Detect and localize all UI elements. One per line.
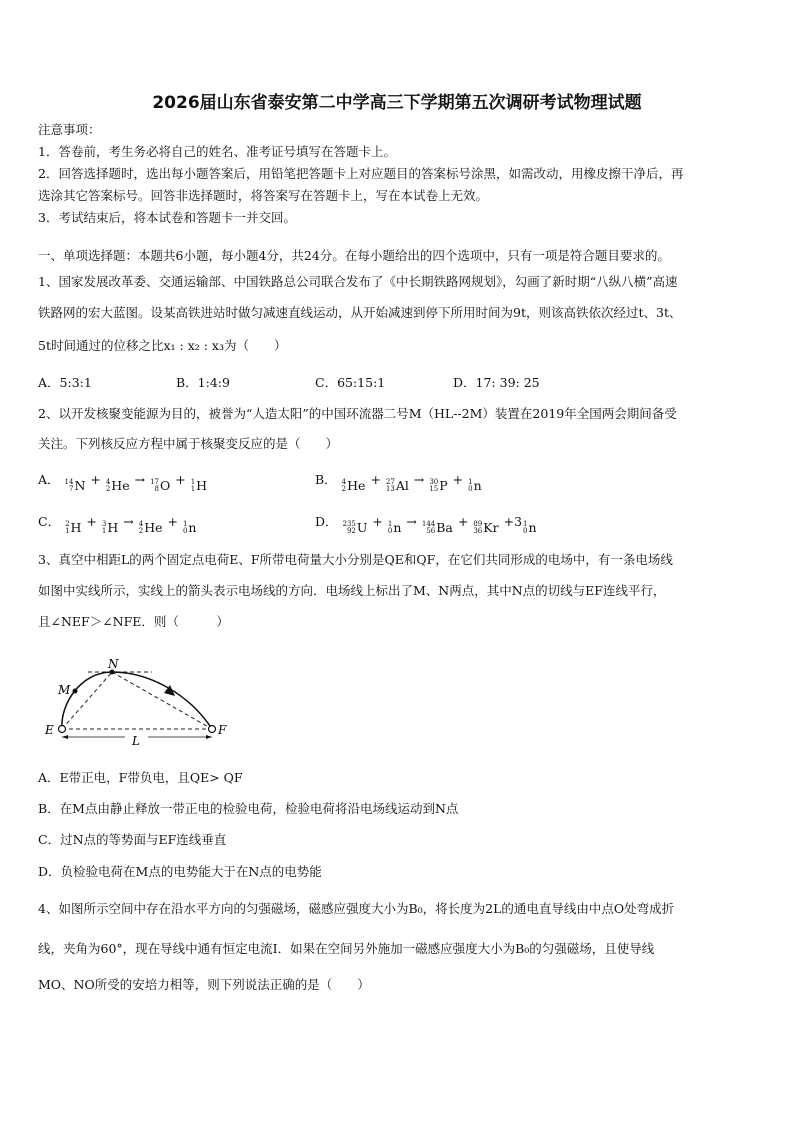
nuclide: 1 0 n [523,520,537,535]
question-3-option-c: C．过N点的等势面与EF连线垂直 [38,832,227,847]
nuclide: 2 1 H [65,520,82,535]
question-3-line: 如图中实线所示，实线上的箭头表示电场线的方向．电场线上标出了M、N两点，其中N点的切线与EF连线平行， [38,583,666,598]
notice-item: 3．考试结束后，将本试卷和答题卡一并交回。 [38,210,296,225]
question-1-option-c: C．65:15:1 [315,375,386,390]
nuclide: 1 0 n [387,520,402,535]
nuclide: 3 1 H [101,520,119,535]
nuclide: 30 15 P [429,478,448,493]
label-m: M [58,683,71,697]
nuclide: 4 2 He [341,478,366,493]
nuclide: 4 2 He [105,478,130,493]
nuclide: 1 1 H [190,478,208,493]
question-2-option-d: D． 235 92 U + 1 0 n → 144 56 Ba + 89 36 Kr +3 1 0 n [315,514,537,535]
question-2-option-c: C． 2 1 H + 3 1 H → 4 2 He + 1 0 n [38,514,197,535]
question-2-line: 2、以开发核聚变能源为目的，被誉为“人造太阳”的中国环流器二号M（HL--2M）装置在2019年全国两会期间备受 [38,406,677,421]
question-4-line: 4、如图所示空间中存在沿水平方向的匀强磁场，磁感应强度大小为B₀，将长度为2L的通电直导线由中点O处弯成折 [38,901,675,916]
question-4-line: MO、NO所受的安培力相等，则下列说法正确的是（ ） [38,977,370,992]
electric-field-diagram [40,650,240,750]
question-2-line: 关注。下列核反应方程中属于核聚变反应的是（ ） [38,436,339,451]
question-3-line: 且∠NEF＞∠NFE．则（ ） [38,614,229,629]
notice-item: 选涂其它答案标号。回答非选择题时，将答案写在答题卡上，写在本试卷上无效。 [38,188,489,203]
question-1-option-b: B．1:4:9 [176,375,230,390]
nuclide: 1 0 n [182,520,197,535]
question-3-option-b: B．在M点由静止释放一带正电的检验电荷，检验电荷将沿电场线运动到N点 [38,801,459,816]
label-l: L [132,734,140,748]
notice-heading: 注意事项： [38,122,101,137]
question-3-option-d: D．负检验电荷在M点的电势能大于在N点的电势能 [38,864,322,879]
question-1-line: 5t时间通过的位移之比x₁ : x₂ : x₃为（ ） [38,338,287,353]
charge-e [59,726,66,733]
question-3-line: 3、真空中相距L的两个固定点电荷E、F所带电荷量大小分别是QE和QF，在它们共同形成的电场中，有一条电场线 [38,552,673,567]
nuclide: 14 7 N [64,478,86,493]
question-2-option-a: A． 14 7 N + 4 2 He → 17 8 O + 1 1 H [38,472,208,493]
notice-item: 2．回答选择题时，选出每小题答案后，用铅笔把答题卡上对应题目的答案标号涂黑，如需改动，用橡皮擦干净后，再 [38,166,684,181]
question-1-option-d: D．17: 39: 25 [453,375,540,390]
nuclide: 235 92 U [342,520,368,535]
question-1-line: 铁路网的宏大蓝图。设某高铁进站时做匀减速直线运动，从开始减速到停下所用时间为9t，则该高铁依次经过t、3t、 [38,305,682,320]
nuclide: 4 2 He [138,520,163,535]
question-1-option-a: A．5:3:1 [38,375,92,390]
question-2-option-b: B． 4 2 He + 27 13 Al → 30 15 P + 1 0 n [315,472,482,493]
nuclide: 144 56 Ba [421,520,453,535]
nuclide: 27 13 Al [385,478,409,493]
page-title: 2026届山东省泰安第二中学高三下学期第五次调研考试物理试题 [152,93,642,113]
label-e: E [45,723,54,737]
point-m [73,689,78,694]
question-3-option-a: A．E带正电，F带负电，且QE> QF [38,770,243,785]
charge-f [209,726,216,733]
label-f: F [218,723,227,737]
question-4-line: 线，夹角为60°，现在导线中通有恒定电流I．如果在空间另外施加一磁感应强度大小为B₀的匀强磁场，且使导线 [38,941,655,956]
nuclide: 17 8 O [150,478,171,493]
nuclide: 89 36 Kr [473,520,499,535]
label-n: N [108,657,119,671]
notice-item: 1．答卷前，考生务必将自己的姓名、准考证号填写在答题卡上。 [38,144,396,159]
nuclide: 1 0 n [468,478,482,493]
question-1-line: 1、国家发展改革委、交通运输部、中国铁路总公司联合发布了《中长期铁路网规划》，勾画了新时期“八纵八横”高速 [38,274,678,289]
section-heading: 一、单项选择题：本题共6小题，每小题4分，共24分。在每小题给出的四个选项中，只有一项是符合题目要求的。 [38,248,670,263]
